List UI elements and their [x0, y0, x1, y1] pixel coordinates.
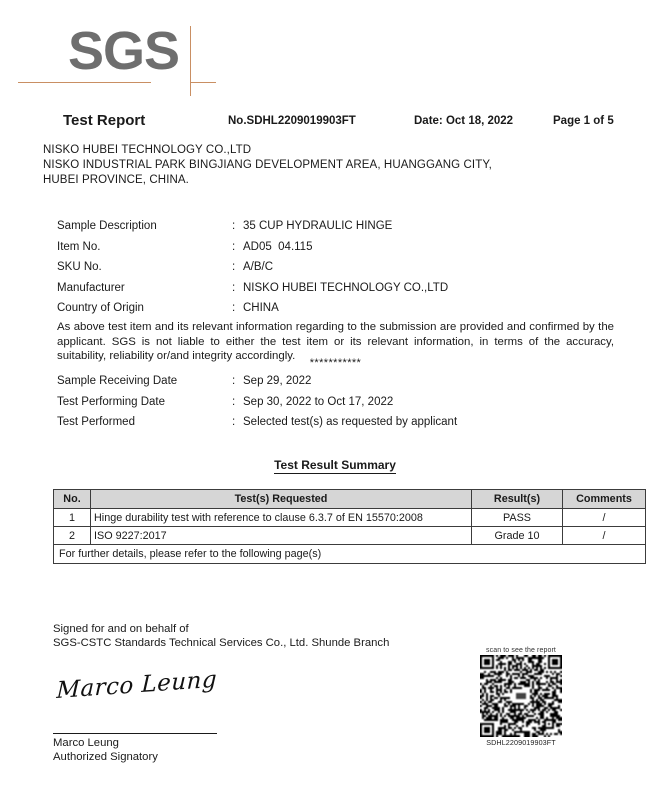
field-label: Manufacturer: [57, 281, 125, 294]
field-colon: :: [232, 416, 236, 428]
logo-wordmark: SGS: [68, 21, 180, 81]
field-colon: :: [232, 261, 236, 273]
field-value: 35 CUP HYDRAULIC HINGE: [243, 220, 393, 232]
address-line: NISKO INDUSTRIAL PARK BINGJIANG DEVELOPMENT AREA, HUANGGANG CITY,: [43, 159, 492, 171]
field-label: Test Performed: [57, 416, 135, 428]
cell-no: 2: [54, 527, 91, 545]
field-row: [57, 375, 617, 396]
cell-result: PASS: [472, 509, 563, 527]
summary-heading: [0, 458, 670, 472]
field-row: [57, 416, 617, 437]
field-row: [57, 282, 617, 303]
field-row: [57, 261, 617, 282]
report-date: Date: Oct 18, 2022: [414, 115, 514, 127]
field-label: Sample Receiving Date: [57, 375, 178, 387]
field-value: NISKO HUBEI TECHNOLOGY CO.,LTD: [243, 281, 449, 294]
signatory-title: Authorized Signatory: [53, 750, 158, 763]
cell-no: 1: [54, 509, 91, 527]
field-colon: :: [232, 281, 236, 294]
signatory-block: [53, 737, 158, 764]
field-colon: :: [232, 302, 236, 314]
signed-for-line-2: SGS-CSTC Standards Technical Services Co., Ltd. Shunde Branch: [53, 637, 390, 649]
column-header-no: No.: [54, 490, 91, 509]
logo-vertical-rule: [190, 26, 191, 96]
signature-line: [53, 733, 217, 734]
field-row: [57, 241, 617, 262]
column-header-result: Result(s): [472, 490, 563, 509]
cell-result: Grade 10: [472, 527, 563, 545]
cell-test: ISO 9227:2017: [91, 527, 472, 545]
table-row: [54, 527, 646, 545]
table-header-row: [54, 490, 646, 509]
signatory-name: Marco Leung: [53, 737, 119, 749]
field-value: A/B/C: [243, 261, 274, 273]
field-value: Sep 30, 2022 to Oct 17, 2022: [243, 395, 394, 408]
logo-horizontal-rule-right: [191, 82, 216, 83]
sgs-logo: [18, 21, 438, 86]
field-label: Country of Origin: [57, 302, 144, 314]
field-value: AD05 04.115: [243, 240, 313, 253]
field-colon: :: [232, 395, 236, 408]
report-number: No.SDHL2209019903FT: [228, 115, 356, 127]
report-header: [0, 112, 670, 134]
field-colon: :: [232, 220, 236, 232]
handwritten-signature: Marco Leung: [56, 666, 218, 704]
test-result-summary-table: [53, 489, 646, 564]
address-line: NISKO HUBEI TECHNOLOGY CO.,LTD: [43, 144, 252, 156]
field-label: Sample Description: [57, 220, 157, 232]
field-value: Selected test(s) as requested by applicant: [243, 416, 458, 428]
disclaimer-paragraph: As above test item and its relevant information regarding to the submission are provided and confirmed by the applicant. SGS is not liable to either the test item or its relevant information, in terms of the accuracy, suitability, reliability or/and integrity accordingly.: [57, 321, 614, 363]
qr-code-icon[interactable]: [480, 655, 562, 737]
address-line: HUBEI PROVINCE, CHINA.: [43, 174, 189, 186]
test-dates-list: [57, 375, 617, 437]
page-number: Page 1 of 5: [553, 115, 614, 127]
sample-details-list: [57, 220, 617, 323]
cell-comments: /: [563, 509, 646, 527]
logo-horizontal-rule-left: [18, 82, 151, 83]
field-row: [57, 396, 617, 417]
client-address-block: [43, 143, 492, 188]
table-footer-row: [54, 545, 646, 564]
signed-for-line-1: Signed for and on behalf of: [53, 623, 189, 635]
column-header-comments: Comments: [563, 490, 646, 509]
table-row: [54, 509, 646, 527]
table-footer-note: For further details, please refer to the following page(s): [54, 545, 646, 564]
field-colon: :: [232, 240, 236, 253]
field-label: Test Performing Date: [57, 395, 166, 408]
field-row: [57, 220, 617, 241]
qr-code-block: [469, 647, 573, 747]
field-label: Item No.: [57, 240, 101, 253]
field-value: CHINA: [243, 302, 279, 314]
summary-heading-text: Test Result Summary: [274, 458, 396, 472]
qr-caption: scan to see the report: [486, 647, 556, 654]
field-value: Sep 29, 2022: [243, 375, 312, 387]
column-header-test: Test(s) Requested: [91, 490, 472, 509]
field-colon: :: [232, 375, 236, 387]
qr-code-reference: SDHL2209019903FT: [486, 738, 556, 747]
cell-test: Hinge durability test with reference to clause 6.3.7 of EN 15570:2008: [91, 509, 472, 527]
page-title: Test Report: [63, 112, 146, 129]
cell-comments: /: [563, 527, 646, 545]
signed-for-block: [53, 622, 389, 650]
section-separator: ***********: [309, 357, 362, 369]
field-label: SKU No.: [57, 261, 102, 273]
